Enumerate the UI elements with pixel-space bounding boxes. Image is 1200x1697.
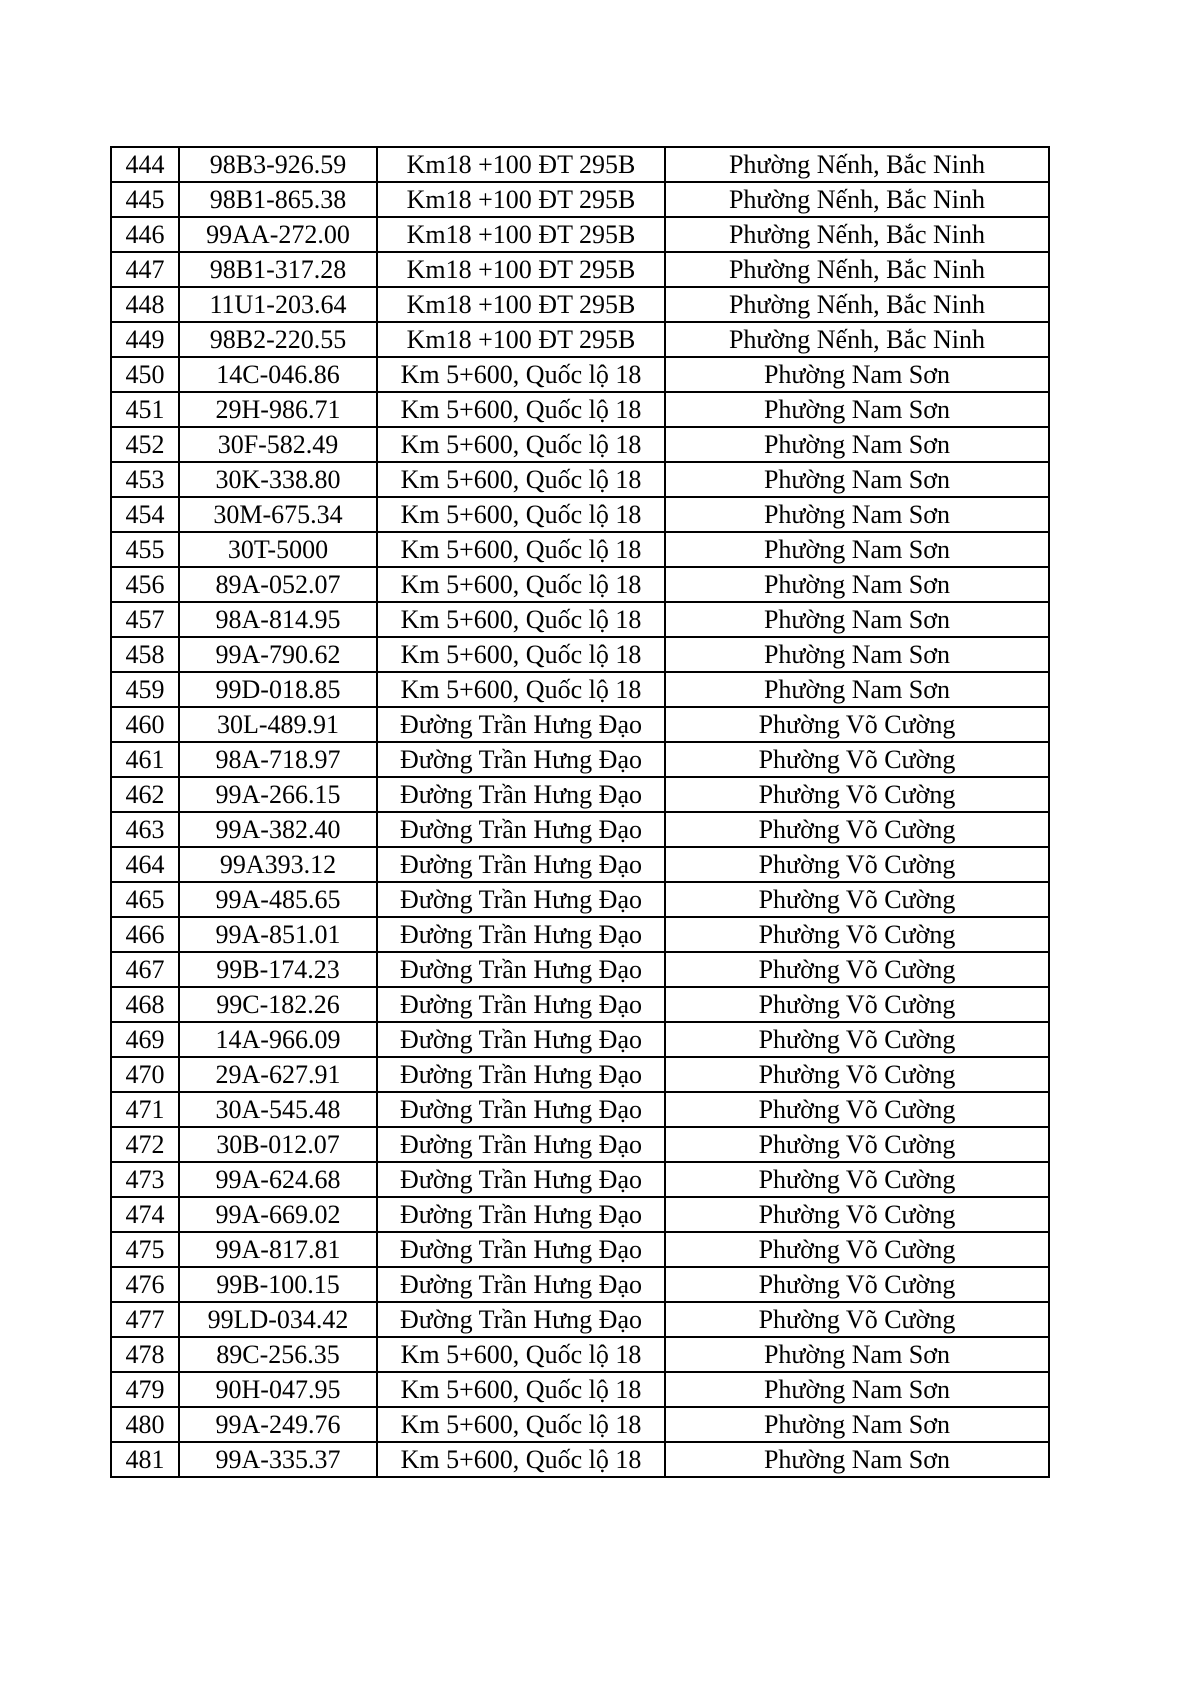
table-row — [111, 742, 1049, 777]
license-plate-cell: 30K-338.80 — [179, 462, 377, 497]
row-number-cell: 456 — [111, 567, 179, 602]
table-row — [111, 1162, 1049, 1197]
violation-location-cell: Đường Trần Hưng Đạo — [377, 1022, 665, 1057]
ward-cell: Phường Võ Cường — [665, 1057, 1049, 1092]
table-row — [111, 812, 1049, 847]
row-number-cell: 458 — [111, 637, 179, 672]
violation-location-cell: Đường Trần Hưng Đạo — [377, 707, 665, 742]
ward-cell: Phường Võ Cường — [665, 707, 1049, 742]
ward-cell: Phường Nam Sơn — [665, 1407, 1049, 1442]
violation-location-cell: Km 5+600, Quốc lộ 18 — [377, 1337, 665, 1372]
violation-location-cell: Km 5+600, Quốc lộ 18 — [377, 1372, 665, 1407]
row-number-cell: 478 — [111, 1337, 179, 1372]
violation-location-cell: Km 5+600, Quốc lộ 18 — [377, 567, 665, 602]
license-plate-cell: 99A-817.81 — [179, 1232, 377, 1267]
ward-cell: Phường Nếnh, Bắc Ninh — [665, 252, 1049, 287]
violation-location-cell: Đường Trần Hưng Đạo — [377, 1232, 665, 1267]
ward-cell: Phường Nam Sơn — [665, 602, 1049, 637]
ward-cell: Phường Nam Sơn — [665, 672, 1049, 707]
row-number-cell: 448 — [111, 287, 179, 322]
table-row — [111, 1302, 1049, 1337]
ward-cell: Phường Võ Cường — [665, 1302, 1049, 1337]
table-row — [111, 952, 1049, 987]
row-number-cell: 468 — [111, 987, 179, 1022]
row-number-cell: 460 — [111, 707, 179, 742]
violation-location-cell: Km18 +100 ĐT 295B — [377, 217, 665, 252]
row-number-cell: 471 — [111, 1092, 179, 1127]
ward-cell: Phường Võ Cường — [665, 882, 1049, 917]
license-plate-cell: 99B-174.23 — [179, 952, 377, 987]
violation-location-cell: Đường Trần Hưng Đạo — [377, 847, 665, 882]
violation-location-cell: Km 5+600, Quốc lộ 18 — [377, 462, 665, 497]
license-plate-cell: 30L-489.91 — [179, 707, 377, 742]
row-number-cell: 459 — [111, 672, 179, 707]
row-number-cell: 457 — [111, 602, 179, 637]
ward-cell: Phường Võ Cường — [665, 987, 1049, 1022]
table-row — [111, 532, 1049, 567]
violation-location-cell: Đường Trần Hưng Đạo — [377, 1162, 665, 1197]
license-plate-cell: 99A-249.76 — [179, 1407, 377, 1442]
table-row — [111, 147, 1049, 182]
ward-cell: Phường Nam Sơn — [665, 532, 1049, 567]
table-row — [111, 1372, 1049, 1407]
row-number-cell: 464 — [111, 847, 179, 882]
table-row — [111, 1092, 1049, 1127]
row-number-cell: 469 — [111, 1022, 179, 1057]
table-row — [111, 637, 1049, 672]
row-number-cell: 475 — [111, 1232, 179, 1267]
table-row — [111, 882, 1049, 917]
ward-cell: Phường Nam Sơn — [665, 392, 1049, 427]
ward-cell: Phường Võ Cường — [665, 1127, 1049, 1162]
license-plate-cell: 99B-100.15 — [179, 1267, 377, 1302]
row-number-cell: 474 — [111, 1197, 179, 1232]
table-row — [111, 462, 1049, 497]
violation-location-cell: Đường Trần Hưng Đạo — [377, 882, 665, 917]
row-number-cell: 476 — [111, 1267, 179, 1302]
ward-cell: Phường Nam Sơn — [665, 1372, 1049, 1407]
license-plate-cell: 30T-5000 — [179, 532, 377, 567]
table-row — [111, 567, 1049, 602]
ward-cell: Phường Nam Sơn — [665, 637, 1049, 672]
table-row — [111, 322, 1049, 357]
violation-location-cell: Đường Trần Hưng Đạo — [377, 1267, 665, 1302]
license-plate-cell: 98B1-317.28 — [179, 252, 377, 287]
row-number-cell: 461 — [111, 742, 179, 777]
table-row — [111, 392, 1049, 427]
row-number-cell: 447 — [111, 252, 179, 287]
violation-location-cell: Đường Trần Hưng Đạo — [377, 1127, 665, 1162]
license-plate-cell: 99A-266.15 — [179, 777, 377, 812]
table-row — [111, 602, 1049, 637]
license-plate-cell: 99A-851.01 — [179, 917, 377, 952]
violation-location-cell: Km 5+600, Quốc lộ 18 — [377, 497, 665, 532]
license-plate-cell: 30F-582.49 — [179, 427, 377, 462]
violation-location-cell: Đường Trần Hưng Đạo — [377, 812, 665, 847]
table-row — [111, 252, 1049, 287]
ward-cell: Phường Võ Cường — [665, 917, 1049, 952]
violation-location-cell: Đường Trần Hưng Đạo — [377, 987, 665, 1022]
violation-location-cell: Km 5+600, Quốc lộ 18 — [377, 637, 665, 672]
license-plate-cell: 99A-485.65 — [179, 882, 377, 917]
ward-cell: Phường Nam Sơn — [665, 497, 1049, 532]
ward-cell: Phường Võ Cường — [665, 952, 1049, 987]
ward-cell: Phường Nếnh, Bắc Ninh — [665, 322, 1049, 357]
violation-location-cell: Km18 +100 ĐT 295B — [377, 182, 665, 217]
ward-cell: Phường Nam Sơn — [665, 567, 1049, 602]
license-plate-cell: 98A-814.95 — [179, 602, 377, 637]
ward-cell: Phường Nếnh, Bắc Ninh — [665, 217, 1049, 252]
row-number-cell: 473 — [111, 1162, 179, 1197]
row-number-cell: 454 — [111, 497, 179, 532]
row-number-cell: 453 — [111, 462, 179, 497]
row-number-cell: 449 — [111, 322, 179, 357]
license-plate-cell: 98A-718.97 — [179, 742, 377, 777]
license-plate-cell: 89A-052.07 — [179, 567, 377, 602]
row-number-cell: 481 — [111, 1442, 179, 1477]
row-number-cell: 480 — [111, 1407, 179, 1442]
violation-location-cell: Đường Trần Hưng Đạo — [377, 1092, 665, 1127]
license-plate-cell: 99A393.12 — [179, 847, 377, 882]
violation-location-cell: Đường Trần Hưng Đạo — [377, 1057, 665, 1092]
license-plate-cell: 99A-335.37 — [179, 1442, 377, 1477]
row-number-cell: 451 — [111, 392, 179, 427]
violation-location-cell: Km 5+600, Quốc lộ 18 — [377, 672, 665, 707]
license-plate-cell: 11U1-203.64 — [179, 287, 377, 322]
violation-location-cell: Km 5+600, Quốc lộ 18 — [377, 357, 665, 392]
violation-location-cell: Km18 +100 ĐT 295B — [377, 252, 665, 287]
violation-location-cell: Km18 +100 ĐT 295B — [377, 147, 665, 182]
table-row — [111, 1232, 1049, 1267]
violation-location-cell: Đường Trần Hưng Đạo — [377, 917, 665, 952]
table-row — [111, 1267, 1049, 1302]
ward-cell: Phường Võ Cường — [665, 1022, 1049, 1057]
row-number-cell: 463 — [111, 812, 179, 847]
violation-location-cell: Đường Trần Hưng Đạo — [377, 777, 665, 812]
ward-cell: Phường Võ Cường — [665, 1267, 1049, 1302]
table-row — [111, 182, 1049, 217]
license-plate-cell: 98B2-220.55 — [179, 322, 377, 357]
license-plate-cell: 14C-046.86 — [179, 357, 377, 392]
violation-location-cell: Km 5+600, Quốc lộ 18 — [377, 1407, 665, 1442]
license-plate-cell: 14A-966.09 — [179, 1022, 377, 1057]
table-row — [111, 1442, 1049, 1477]
violations-table — [110, 146, 1050, 1478]
document-page — [110, 146, 1048, 1478]
license-plate-cell: 30M-675.34 — [179, 497, 377, 532]
violation-location-cell: Km18 +100 ĐT 295B — [377, 322, 665, 357]
license-plate-cell: 99C-182.26 — [179, 987, 377, 1022]
table-row — [111, 357, 1049, 392]
license-plate-cell: 29H-986.71 — [179, 392, 377, 427]
ward-cell: Phường Nam Sơn — [665, 357, 1049, 392]
ward-cell: Phường Nếnh, Bắc Ninh — [665, 147, 1049, 182]
ward-cell: Phường Võ Cường — [665, 812, 1049, 847]
violation-location-cell: Km 5+600, Quốc lộ 18 — [377, 532, 665, 567]
ward-cell: Phường Nếnh, Bắc Ninh — [665, 287, 1049, 322]
license-plate-cell: 98B1-865.38 — [179, 182, 377, 217]
violation-location-cell: Đường Trần Hưng Đạo — [377, 952, 665, 987]
license-plate-cell: 29A-627.91 — [179, 1057, 377, 1092]
license-plate-cell: 99A-624.68 — [179, 1162, 377, 1197]
license-plate-cell: 30B-012.07 — [179, 1127, 377, 1162]
row-number-cell: 472 — [111, 1127, 179, 1162]
row-number-cell: 450 — [111, 357, 179, 392]
ward-cell: Phường Võ Cường — [665, 1232, 1049, 1267]
ward-cell: Phường Võ Cường — [665, 847, 1049, 882]
ward-cell: Phường Nam Sơn — [665, 427, 1049, 462]
table-row — [111, 497, 1049, 532]
license-plate-cell: 89C-256.35 — [179, 1337, 377, 1372]
ward-cell: Phường Võ Cường — [665, 1092, 1049, 1127]
license-plate-cell: 99D-018.85 — [179, 672, 377, 707]
row-number-cell: 445 — [111, 182, 179, 217]
table-row — [111, 1407, 1049, 1442]
table-row — [111, 672, 1049, 707]
ward-cell: Phường Võ Cường — [665, 742, 1049, 777]
violation-location-cell: Đường Trần Hưng Đạo — [377, 1302, 665, 1337]
violation-location-cell: Km 5+600, Quốc lộ 18 — [377, 427, 665, 462]
row-number-cell: 446 — [111, 217, 179, 252]
ward-cell: Phường Nam Sơn — [665, 462, 1049, 497]
violation-location-cell: Đường Trần Hưng Đạo — [377, 742, 665, 777]
table-row — [111, 707, 1049, 742]
license-plate-cell: 99LD-034.42 — [179, 1302, 377, 1337]
row-number-cell: 467 — [111, 952, 179, 987]
license-plate-cell: 90H-047.95 — [179, 1372, 377, 1407]
violation-location-cell: Đường Trần Hưng Đạo — [377, 1197, 665, 1232]
row-number-cell: 462 — [111, 777, 179, 812]
row-number-cell: 452 — [111, 427, 179, 462]
license-plate-cell: 98B3-926.59 — [179, 147, 377, 182]
table-row — [111, 847, 1049, 882]
table-row — [111, 777, 1049, 812]
license-plate-cell: 99AA-272.00 — [179, 217, 377, 252]
row-number-cell: 455 — [111, 532, 179, 567]
license-plate-cell: 99A-669.02 — [179, 1197, 377, 1232]
row-number-cell: 466 — [111, 917, 179, 952]
license-plate-cell: 99A-790.62 — [179, 637, 377, 672]
ward-cell: Phường Võ Cường — [665, 1162, 1049, 1197]
table-row — [111, 987, 1049, 1022]
table-row — [111, 217, 1049, 252]
table-row — [111, 1022, 1049, 1057]
ward-cell: Phường Nam Sơn — [665, 1442, 1049, 1477]
license-plate-cell: 99A-382.40 — [179, 812, 377, 847]
table-row — [111, 1197, 1049, 1232]
table-row — [111, 1337, 1049, 1372]
table-row — [111, 287, 1049, 322]
violation-location-cell: Km18 +100 ĐT 295B — [377, 287, 665, 322]
row-number-cell: 479 — [111, 1372, 179, 1407]
row-number-cell: 470 — [111, 1057, 179, 1092]
violation-location-cell: Km 5+600, Quốc lộ 18 — [377, 1442, 665, 1477]
ward-cell: Phường Nếnh, Bắc Ninh — [665, 182, 1049, 217]
table-row — [111, 1057, 1049, 1092]
ward-cell: Phường Võ Cường — [665, 777, 1049, 812]
table-row — [111, 427, 1049, 462]
ward-cell: Phường Võ Cường — [665, 1197, 1049, 1232]
license-plate-cell: 30A-545.48 — [179, 1092, 377, 1127]
row-number-cell: 477 — [111, 1302, 179, 1337]
violation-location-cell: Km 5+600, Quốc lộ 18 — [377, 392, 665, 427]
row-number-cell: 465 — [111, 882, 179, 917]
row-number-cell: 444 — [111, 147, 179, 182]
table-row — [111, 917, 1049, 952]
violation-location-cell: Km 5+600, Quốc lộ 18 — [377, 602, 665, 637]
table-body — [111, 147, 1049, 1477]
ward-cell: Phường Nam Sơn — [665, 1337, 1049, 1372]
table-row — [111, 1127, 1049, 1162]
